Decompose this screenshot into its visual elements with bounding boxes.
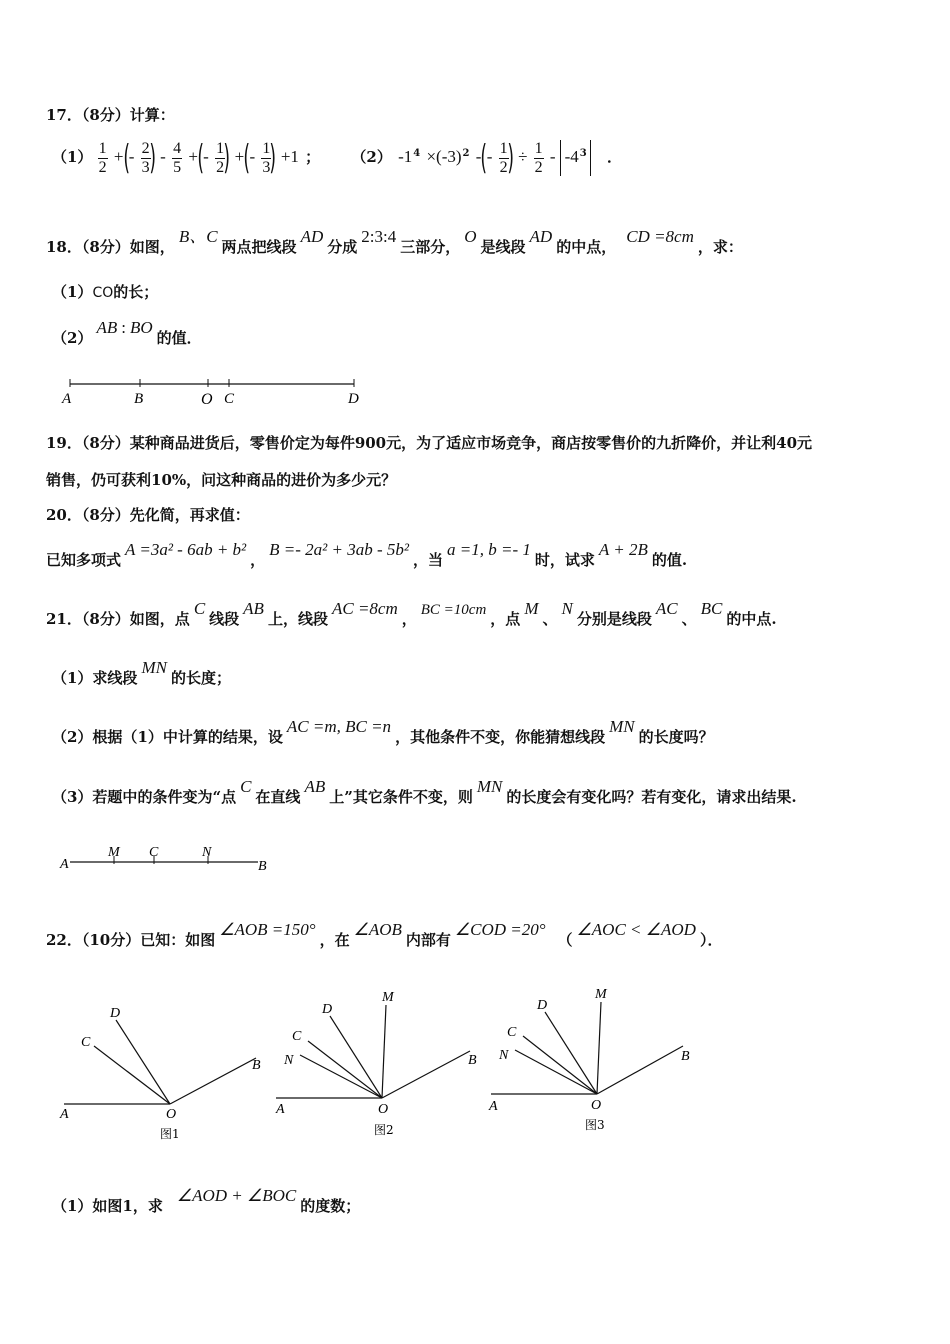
label-a: A (62, 391, 72, 407)
label-a: A (489, 1099, 498, 1114)
q22-part1: （1）如图1，求∠AOD + ∠BOC的度数； (52, 1186, 361, 1215)
q17-title: 17．（8分）计算： (46, 106, 175, 124)
fraction: $\frac{1}{2}$ (534, 139, 543, 176)
label-d: D (110, 1006, 121, 1021)
label-c: C (507, 1025, 517, 1040)
q18-statement: 18．（8分）如图，B、C两点把线段AD分成2:3:4三部分，O是线段AD的中点，CD =8cm，求： (46, 227, 743, 256)
label-n: N (284, 1053, 294, 1068)
q20-title: 20．（8分）先化简，再求值： (46, 506, 250, 524)
label-o: O (166, 1107, 177, 1122)
label-c: C (81, 1035, 91, 1050)
q22-figure-3 (485, 980, 705, 1140)
label-m: M (595, 987, 607, 1002)
label-c: C (149, 845, 159, 860)
q18-figure (58, 374, 368, 408)
q22-figure-1 (56, 1000, 276, 1145)
label-b: B (468, 1053, 477, 1068)
q22-statement: 22．（10分）已知：如图∠AOB =150°，在∠AOB内部有∠COD =20°（∠AOC < ∠AOD）． (46, 920, 723, 949)
label-b: B (681, 1049, 690, 1064)
figure-caption: 图3 (585, 1118, 605, 1132)
fraction: $\frac{2}{3}$ (141, 139, 150, 176)
label-b: B (258, 859, 267, 874)
figure-caption: 图2 (374, 1123, 394, 1137)
label-m: M (382, 990, 394, 1005)
q21-part3: （3）若题中的条件变为“点C在直线AB上”其它条件不变，则MN的长度会有变化吗？若有变化，请求出结果. (52, 777, 797, 806)
q21-part1: （1）求线段MN的长度； (52, 658, 231, 687)
label-b: B (252, 1058, 261, 1073)
label-a: A (60, 1107, 69, 1122)
q20-statement: 已知多项式A =3a² - 6ab + b²，B =- 2a² + 3ab - 5b²，当a =1, b =- 1时，试求A + 2B的值. (46, 540, 688, 569)
label-o: O (378, 1102, 389, 1117)
label-b: B (134, 391, 144, 407)
q22-figure-2 (270, 985, 490, 1145)
label-c: C (224, 391, 235, 407)
fraction: $\frac{4}{5}$ (173, 139, 182, 176)
fraction: $\frac{1}{2}$ (499, 139, 508, 176)
label-a: A (60, 857, 69, 872)
fraction: $\frac{1}{2}$ (216, 139, 225, 176)
q19-line2: 销售，仍可获利10%，问这种商品的进价为多少元？ (46, 471, 397, 489)
fraction: $\frac{1}{2}$ (98, 139, 107, 176)
q19-line1: 19．（8分）某种商品进货后，零售价定为每件900元，为了适应市场竞争，商店按零售价的九折降价，并让利40元 (46, 434, 813, 452)
label-o: O (591, 1098, 602, 1113)
q21-figure (58, 842, 273, 874)
q18-part1: （1）CO的长； (52, 283, 159, 301)
q21-statement: 21．（8分）如图，点C线段AB上，线段AC =8cm， BC =10cm ，点M、N分别是线段AC、BC的中点. (46, 599, 777, 628)
q21-part2: （2）根据（1）中计算的结果，设AC =m, BC =n，其他条件不变，你能猜想线段MN的长度吗？ (52, 717, 714, 746)
figure-caption: 图1 (160, 1127, 180, 1141)
label-d: D (537, 998, 548, 1013)
label-m: M (108, 845, 120, 860)
label-d: D (348, 391, 359, 407)
label-c: C (292, 1029, 302, 1044)
q17-part1: （1） $\frac{1}{2}$ +(- $\frac{2}{3}$ ) - $\frac{4}{5}$ +(- $\frac{1}{2}$ ) +(- $\frac{1}{3}$ ) +1 ； （2） $-1^4 \times(-3)^2$ -(- $\frac{1}{2}$ ) ÷ $\frac{1}{2}$ - $-4^3$ ． (52, 138, 622, 178)
label-n: N (202, 845, 212, 860)
label-o: O (201, 391, 213, 408)
label-a: A (276, 1102, 285, 1117)
label-d: D (322, 1002, 333, 1017)
label-n: N (499, 1048, 509, 1063)
q18-part2: （2）AB : BO的值． (52, 318, 202, 347)
fraction: $\frac{1}{3}$ (262, 139, 271, 176)
